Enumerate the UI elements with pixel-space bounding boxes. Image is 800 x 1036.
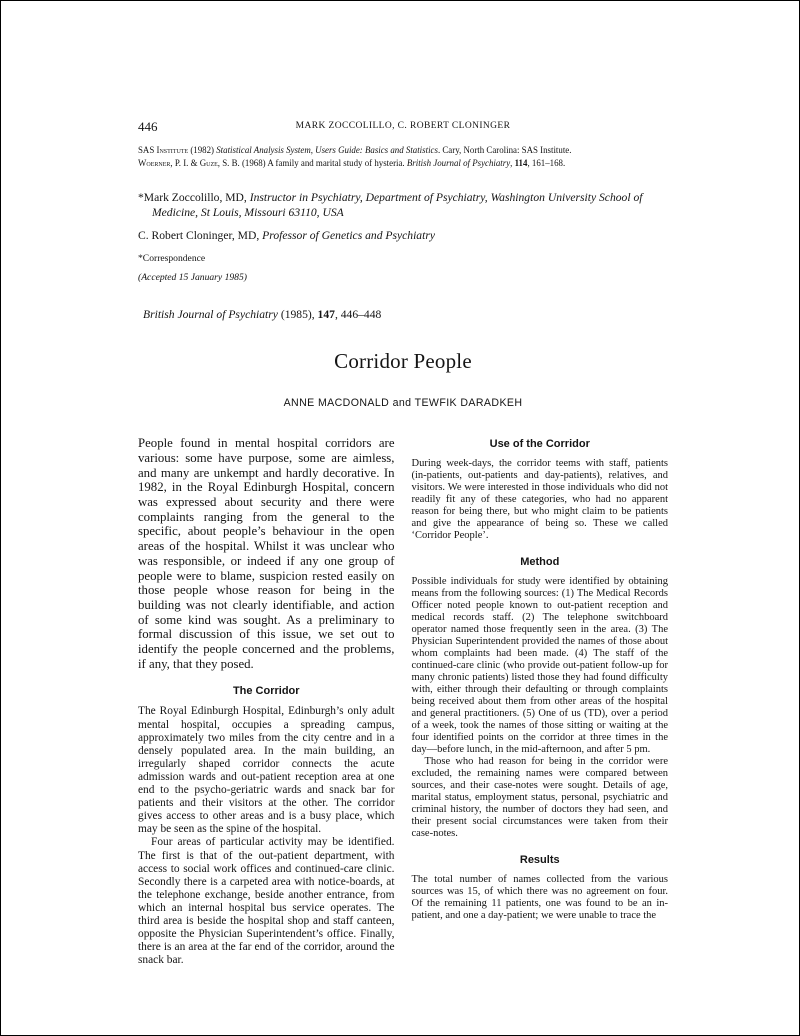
body-paragraph: During week-days, the corridor teems with staff, patients (in-patients, out-patients and day-patients), relatives, and visitors. We were interested in those individuals who did not readily fit any of these categories, who had no apparent reason for being there, but who might claim to be patients and give the appearance of being so. These we called ‘Corridor People’. xyxy=(411,458,668,542)
article-body xyxy=(138,436,668,967)
journal-page xyxy=(1,1,799,967)
running-header: MARK ZOCCOLILLO, C. ROBERT CLONINGER xyxy=(295,121,511,131)
body-paragraph: Possible individuals for study were identified by obtaining means from the following sources: (1) The Medical Records Officer noted people known to out-patient reception and medical records staff. (2) The telephone switchboard operator named those frequently seen in the area. (3) The Physician Superintendent provided the names of those about whom complaints had been made. (4) The staff of the continued-care clinic (who provide out-patient follow-up for many chronic patients) listed those they had found difficulty with, either through their defaulting or through complaints being received about them from other areas of the hospital and general practitioners. (5) One of us (TD), over a period of a week, took the names of those sitting or waiting at the four identified points on the corridor at three times in the day—before lunch, in the mid-afternoon, and after 5 pm. xyxy=(411,576,668,756)
body-paragraph: Those who had reason for being in the corridor were excluded, the remaining names were compared between sources, and their case-notes were sought. Details of age, marital status, employment status, personal, psychiatric and criminal history, the number of doctors they had seen, and their present social circumstances were taken from their case-notes. xyxy=(411,756,668,840)
reference-entry: SAS Institute (1982) Statistical Analysis System, Users Guide: Basics and Statistics. Cary, North Carolina: SAS Institute. xyxy=(138,145,572,155)
author-affiliation: *Mark Zoccolillo, MD, Instructor in Psychiatry, Department of Psychiatry, Washington University School of Medicine, St Louis, Missouri 63110, USA xyxy=(138,191,643,220)
article-byline: ANNE MACDONALD and TEWFIK DARADKEH xyxy=(283,397,523,410)
page-number: 446 xyxy=(138,119,158,134)
reference-entry: Woerner, P. I. & Guze, S. B. (1968) A family and marital study of hysteria. British Journal of Psychiatry, 114, 161–168. xyxy=(138,158,566,169)
body-paragraph: The Royal Edinburgh Hospital, Edinburgh’s only adult mental hospital, occupies a spreading campus, approximately two miles from the city centre and in a densely populated area. In the main building, an irregularly shaped corridor connects the acute admission wards and out-patient reception area at one end to the psycho-geriatric wards and snack bar for patients and their visitors at the other. The corridor gives access to other areas and is a busy place, which may be seen as the spine of the hospital. xyxy=(138,705,395,836)
section-heading-the-corridor: The Corridor xyxy=(232,685,300,698)
right-column xyxy=(412,436,669,967)
reference-list xyxy=(138,144,668,169)
section-heading-results: Results xyxy=(519,854,560,867)
journal-citation: British Journal of Psychiatry (1985), 147, 446–448 xyxy=(143,308,382,322)
body-paragraph: Four areas of particular activity may be identified. The first is that of the out-patient department, with access to social work offices and continued-care clinic. Secondly there is a carpeted area with notice-boards, at the telephone exchange, beside another entrance, from which an internal hospital bus service operates. The third area is beside the hospital shop and staff canteen, opposite the Physician Superintendent’s office. Finally, there is an area at the far end of the corridor, around the snack bar. xyxy=(138,836,395,967)
left-column xyxy=(138,436,395,967)
section-heading-method: Method xyxy=(520,556,560,569)
accepted-date: (Accepted 15 January 1985) xyxy=(138,272,247,284)
author-affiliation: C. Robert Cloninger, MD, Professor of Genetics and Psychiatry xyxy=(138,229,435,243)
page-header xyxy=(138,119,668,135)
correspondence-note: *Correspondence xyxy=(138,253,206,265)
section-heading-use-of-the-corridor: Use of the Corridor xyxy=(489,438,590,451)
article-title: Corridor People xyxy=(334,349,472,374)
author-affiliations xyxy=(138,190,668,283)
body-paragraph: The total number of names collected from the various sources was 15, of which there was no agreement on four. Of the remaining 11 patients, one was found to be an in-patient, and one a day-patient; we were unable to trace the xyxy=(411,874,668,922)
intro-paragraph: People found in mental hospital corridors are various: some have purpose, some are aimless, and many are unkempt and hardly decorative. In 1982, in the Royal Edinburgh Hospital, concern was expressed about security and there were complaints ranging from the general to the specific, about people’s behaviour in the open areas of the hospital. Whilst it was unclear who was responsible, or indeed if any one group of people were to blame, suspicion rested easily on those people whose reason for being in the building was not clearly identifiable, and action of some kind was sought. As a preliminary to formal discussion of this issue, we set out to identify the people concerned and the problems, if any, that they posed. xyxy=(138,436,395,671)
